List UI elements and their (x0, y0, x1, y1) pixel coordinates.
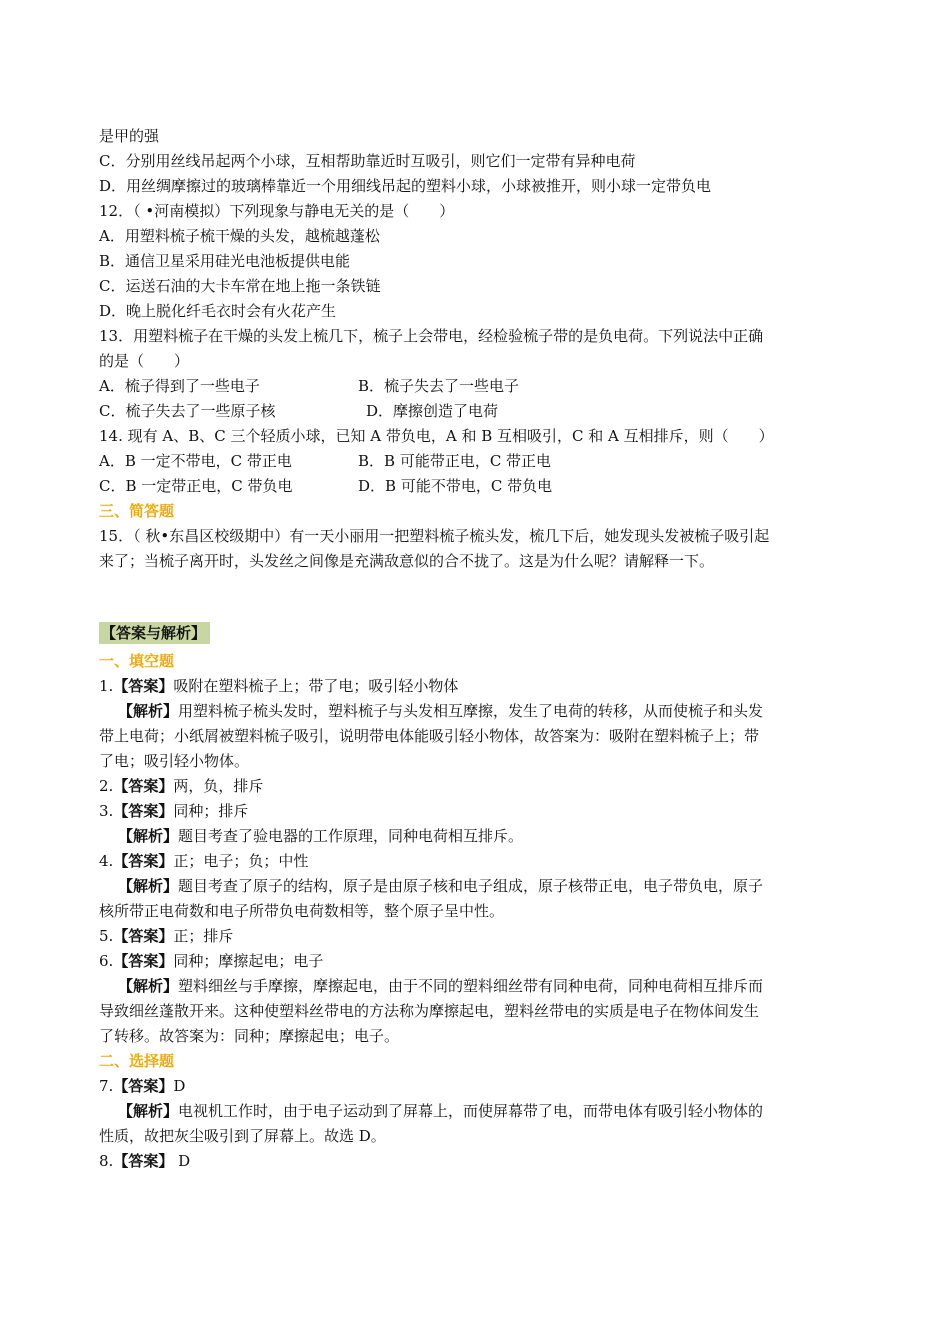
answer-number: 7. (99, 1077, 114, 1095)
answer-6-explanation-line1 (118, 975, 763, 997)
answer-text: 同种；摩擦起电；电子 (173, 952, 324, 970)
answer-6 (99, 950, 323, 972)
answer-text: 吸附在塑料梳子上；带了电；吸引轻小物体 (173, 677, 459, 695)
explanation-tag: 【解析】 (118, 827, 179, 845)
answer-7-explanation-line2: 性质，故把灰尘吸引到了屏幕上。故选 D。 (99, 1127, 386, 1145)
answer-number: 4. (99, 852, 114, 870)
q12-option-c: C．运送石油的大卡车常在地上拖一条铁链 (99, 277, 381, 295)
q11-option-d: D．用丝绸摩擦过的玻璃棒靠近一个用细线吊起的塑料小球，小球被推开，则小球一定带负电 (99, 177, 712, 195)
answer-number: 6. (99, 952, 114, 970)
answer-text: 同种；排斥 (173, 802, 249, 820)
q14-option-c: C．B 一定带正电，C 带负电 (99, 477, 293, 495)
answer-4-explanation-line2: 核所带正电荷数和电子所带负电荷数相等，整个原子呈中性。 (99, 902, 505, 920)
answer-6-explanation-line2: 导致细丝蓬散开来。这种使塑料丝带电的方法称为摩擦起电，塑料丝带电的实质是电子在物体间发生 (99, 1002, 760, 1020)
answer-tag: 【答案】 (113, 1152, 174, 1170)
section-heading-multiple-choice: 二、选择题 (99, 1052, 175, 1070)
explanation-tag: 【解析】 (118, 977, 179, 995)
answer-tag: 【答案】 (113, 1077, 174, 1095)
explanation-text: 题目考查了验电器的工作原理，同种电荷相互排斥。 (178, 827, 524, 845)
explanation-text: 电视机工作时，由于电子运动到了屏幕上，而使屏幕带了电，而带电体有吸引轻小物体的 (178, 1102, 764, 1120)
q15-stem-line2: 来了；当梳子离开时，头发丝之间像是充满敌意似的合不拢了。这是为什么呢？请解释一下。 (99, 552, 715, 570)
q14-option-b: B．B 可能带正电，C 带正电 (358, 452, 552, 470)
section-heading-short-answer: 三、简答题 (99, 502, 175, 520)
answer-1-explanation-line1 (118, 700, 763, 722)
answer-tag: 【答案】 (113, 852, 174, 870)
answers-title: 【答案与解析】 (99, 622, 210, 644)
q13-option-b: B．梳子失去了一些电子 (358, 377, 520, 395)
answer-text: D (173, 1152, 191, 1170)
answer-1 (99, 675, 458, 697)
answer-1-explanation-line3: 了电；吸引轻小物体。 (99, 752, 250, 770)
answer-7 (99, 1075, 185, 1097)
answer-6-explanation-line3: 了转移。故答案为：同种；摩擦起电；电子。 (99, 1027, 400, 1045)
answer-tag: 【答案】 (113, 777, 174, 795)
answer-1-explanation-line2: 带上电荷；小纸屑被塑料梳子吸引，说明带电体能吸引轻小物体，故答案为：吸附在塑料梳子上；带 (99, 727, 760, 745)
q12-option-d: D．晚上脱化纤毛衣时会有火花产生 (99, 302, 337, 320)
answer-tag: 【答案】 (113, 952, 174, 970)
explanation-tag: 【解析】 (118, 877, 179, 895)
q13-option-a: A．梳子得到了一些电子 (99, 377, 260, 395)
q13-stem-line2: 的是（ ） (99, 352, 190, 370)
answer-number: 1. (99, 677, 114, 695)
q12-option-b: B．通信卫星采用硅光电池板提供电能 (99, 252, 351, 270)
q13-stem-line1: 13．用塑料梳子在干燥的头发上梳几下，梳子上会带电，经检验梳子带的是负电荷。下列说法中正确 (99, 327, 764, 345)
q12-stem: 12．（ •河南模拟）下列现象与静电无关的是（ ） (99, 202, 455, 220)
q11-option-c-continuation: 是甲的强 (99, 127, 160, 145)
explanation-tag: 【解析】 (118, 1102, 179, 1120)
answer-4 (99, 850, 308, 872)
answer-2 (99, 775, 263, 797)
answer-number: 2. (99, 777, 114, 795)
answer-5 (99, 925, 233, 947)
explanation-text: 用塑料梳子梳头发时，塑料梳子与头发相互摩擦，发生了电荷的转移，从而使梳子和头发 (178, 702, 764, 720)
answer-text: D (173, 1077, 186, 1095)
section-heading-fill-blank: 一、填空题 (99, 652, 175, 670)
q12-option-a: A．用塑料梳子梳干燥的头发，越梳越蓬松 (99, 227, 380, 245)
explanation-text: 题目考查了原子的结构，原子是由原子核和电子组成，原子核带正电，电子带负电，原子 (178, 877, 764, 895)
answer-text: 正；电子；负；中性 (173, 852, 309, 870)
answer-number: 5. (99, 927, 114, 945)
answer-tag: 【答案】 (113, 677, 174, 695)
explanation-tag: 【解析】 (118, 702, 179, 720)
answer-7-explanation-line1 (118, 1100, 763, 1122)
answer-number: 8. (99, 1152, 114, 1170)
answer-8 (99, 1150, 190, 1172)
answer-number: 3. (99, 802, 114, 820)
q14-stem: 14. 现有 A、B、C 三个轻质小球，已知 A 带负电，A 和 B 互相吸引，C 和 A 互相排斥，则（ ） (99, 427, 774, 445)
q15-stem-line1: 15．（ 秋•东昌区校级期中）有一天小丽用一把塑料梳子梳头发，梳几下后，她发现头发被梳子吸引起 (99, 527, 770, 545)
q14-option-a: A．B 一定不带电，C 带正电 (99, 452, 292, 470)
answer-4-explanation-line1 (118, 875, 763, 897)
answer-text: 两，负，排斥 (173, 777, 264, 795)
q13-option-c: C．梳子失去了一些原子核 (99, 402, 276, 420)
answer-3 (99, 800, 248, 822)
q13-option-d: D．摩擦创造了电荷 (366, 402, 499, 420)
q11-option-c: C．分别用丝线吊起两个小球，互相帮助靠近时互吸引，则它们一定带有异种电荷 (99, 152, 636, 170)
answer-3-explanation (118, 825, 523, 847)
explanation-text: 塑料细丝与手摩擦，摩擦起电，由于不同的塑料细丝带有同种电荷，同种电荷相互排斥而 (178, 977, 764, 995)
answer-text: 正；排斥 (173, 927, 234, 945)
q14-option-d: D．B 可能不带电，C 带负电 (358, 477, 553, 495)
answer-tag: 【答案】 (113, 927, 174, 945)
answer-tag: 【答案】 (113, 802, 174, 820)
